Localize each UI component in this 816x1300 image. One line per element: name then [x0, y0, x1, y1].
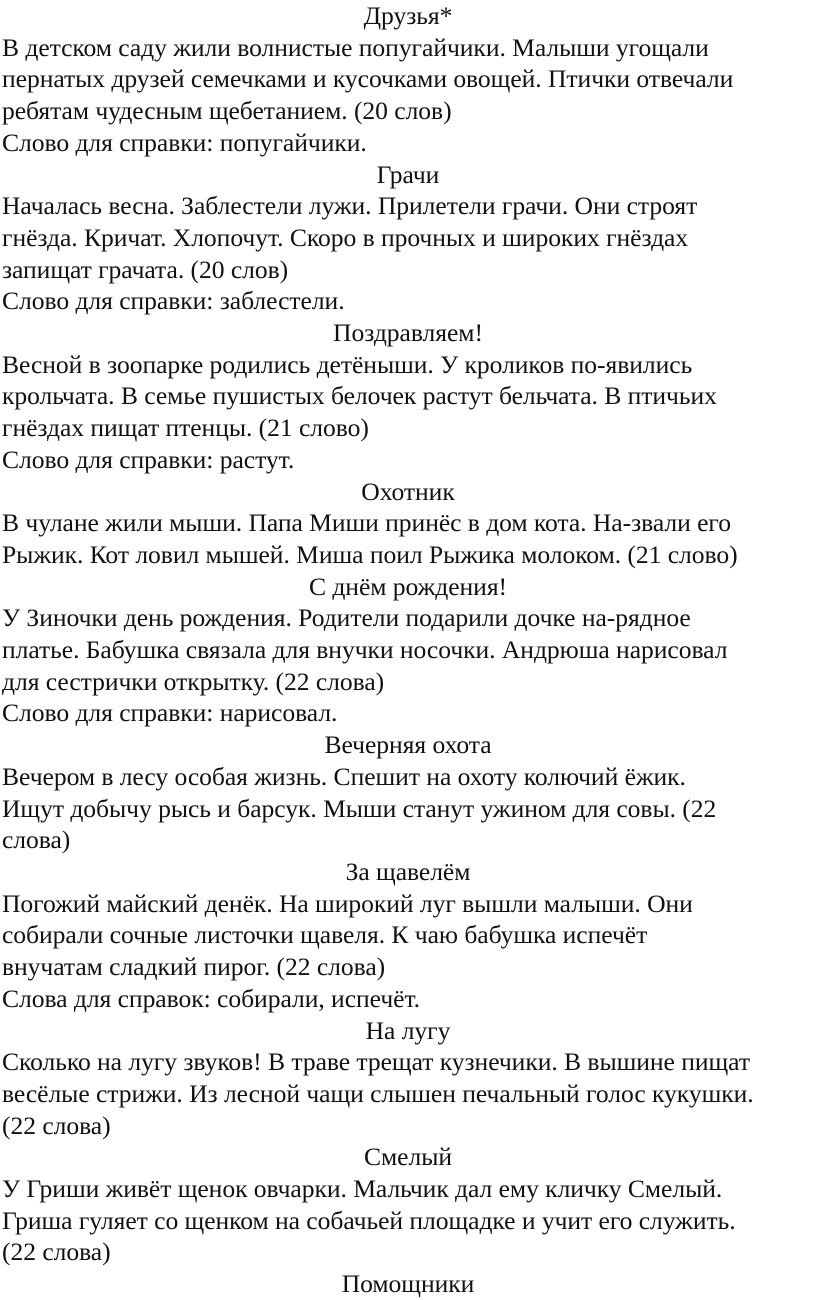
reference-word: Слово для справки: нарисовал.: [2, 698, 338, 728]
story-title: Смелый: [364, 1142, 452, 1172]
story-text-line: Вечером в лесу особая жизнь. Спешит на охоту колючий ёжик.: [2, 761, 686, 791]
story-meadow: [0, 1015, 816, 1142]
story-text-line: платье. Бабушка связала для внучки носочки. Андрюша нарисовал: [2, 635, 728, 665]
story-text-line: (22 слова): [2, 1237, 111, 1267]
story-text-line: ребятам чудесным щебетанием. (20 слов): [2, 96, 452, 126]
story-title: За щавелём: [345, 856, 471, 886]
story-title: Грачи: [376, 159, 440, 189]
story-title: На лугу: [365, 1015, 451, 1045]
story-title: Охотник: [361, 476, 455, 506]
reference-word: Слова для справок: собирали, испечёт.: [2, 983, 421, 1013]
reference-word: Слово для справки: попугайчики.: [2, 127, 367, 157]
story-text-line: весёлые стрижи. Из лесной чащи слышен печальный голос кукушки.: [2, 1078, 754, 1108]
story-text-line: собирали сочные листочки щавеля. К чаю бабушка испечёт: [2, 920, 648, 950]
story-text-line: Рыжик. Кот ловил мышей. Миша поил Рыжика молоком. (21 слово): [2, 539, 738, 569]
story-text-line: запищат грачата. (20 слов): [2, 254, 289, 284]
story-sorrel: [0, 856, 816, 1015]
story-birthday: [0, 571, 816, 730]
story-text-line: Гриша гуляет со щенком на собачьей площадке и учит его служить.: [2, 1205, 736, 1235]
story-title: Поздравляем!: [333, 318, 483, 348]
story-evening-hunt: [0, 729, 816, 856]
story-title: Помощники: [341, 1269, 475, 1299]
reference-word: Слово для справки: заблестели.: [2, 286, 345, 316]
story-friends: [0, 0, 816, 159]
story-text-line: крольчата. В семье пушистых белочек растут бельчата. В птичьих: [2, 381, 717, 411]
story-text-line: Погожий майский денёк. На широкий луг вышли малыши. Они: [2, 888, 693, 918]
reference-word: Слово для справки: растут.: [2, 444, 295, 474]
story-text-line: У Гриши живёт щенок овчарки. Мальчик дал ему кличку Смелый.: [2, 1174, 723, 1204]
story-congratulations: [0, 317, 816, 476]
story-text-line: пернатых друзей семечками и кусочками овощей. Птички отвечали: [2, 64, 734, 94]
story-text-line: Сколько на лугу звуков! В траве трещат кузнечики. В вышине пищат: [2, 1047, 750, 1077]
story-text-line: (22 слова): [2, 1110, 111, 1140]
story-title: Друзья*: [363, 1, 453, 30]
story-title: Вечерняя охота: [324, 730, 492, 760]
story-title: С днём рождения!: [308, 571, 508, 601]
story-text-line: слова): [2, 825, 71, 855]
story-text-line: Началась весна. Заблестели лужи. Прилетели грачи. Они строят: [2, 191, 698, 221]
story-text-line: внучатам сладкий пирог. (22 слова): [2, 952, 386, 982]
story-text-line: для сестрички открытку. (22 слова): [2, 666, 385, 696]
story-text-line: гнёзда. Кричат. Хлопочут. Скоро в прочных и широких гнёздах: [2, 222, 689, 252]
story-text-line: В детском саду жили волнистые попугайчики. Малыши угощали: [2, 32, 709, 62]
story-helpers: [0, 1268, 816, 1300]
story-text-line: Весной в зоопарке родились детёныши. У кроликов по-явились: [2, 349, 693, 379]
story-text-line: В чулане жили мыши. Папа Миши принёс в дом кота. На-звали его: [2, 508, 731, 538]
story-text-line: гнёздах пищат птенцы. (21 слово): [2, 413, 369, 443]
story-text-line: У Зиночки день рождения. Родители подарили дочке на-рядное: [2, 603, 691, 633]
story-brave: [0, 1141, 816, 1268]
story-rooks: [0, 159, 816, 318]
story-hunter: [0, 476, 816, 571]
story-text-line: Ищут добычу рысь и барсук. Мыши станут ужином для совы. (22: [2, 793, 717, 823]
